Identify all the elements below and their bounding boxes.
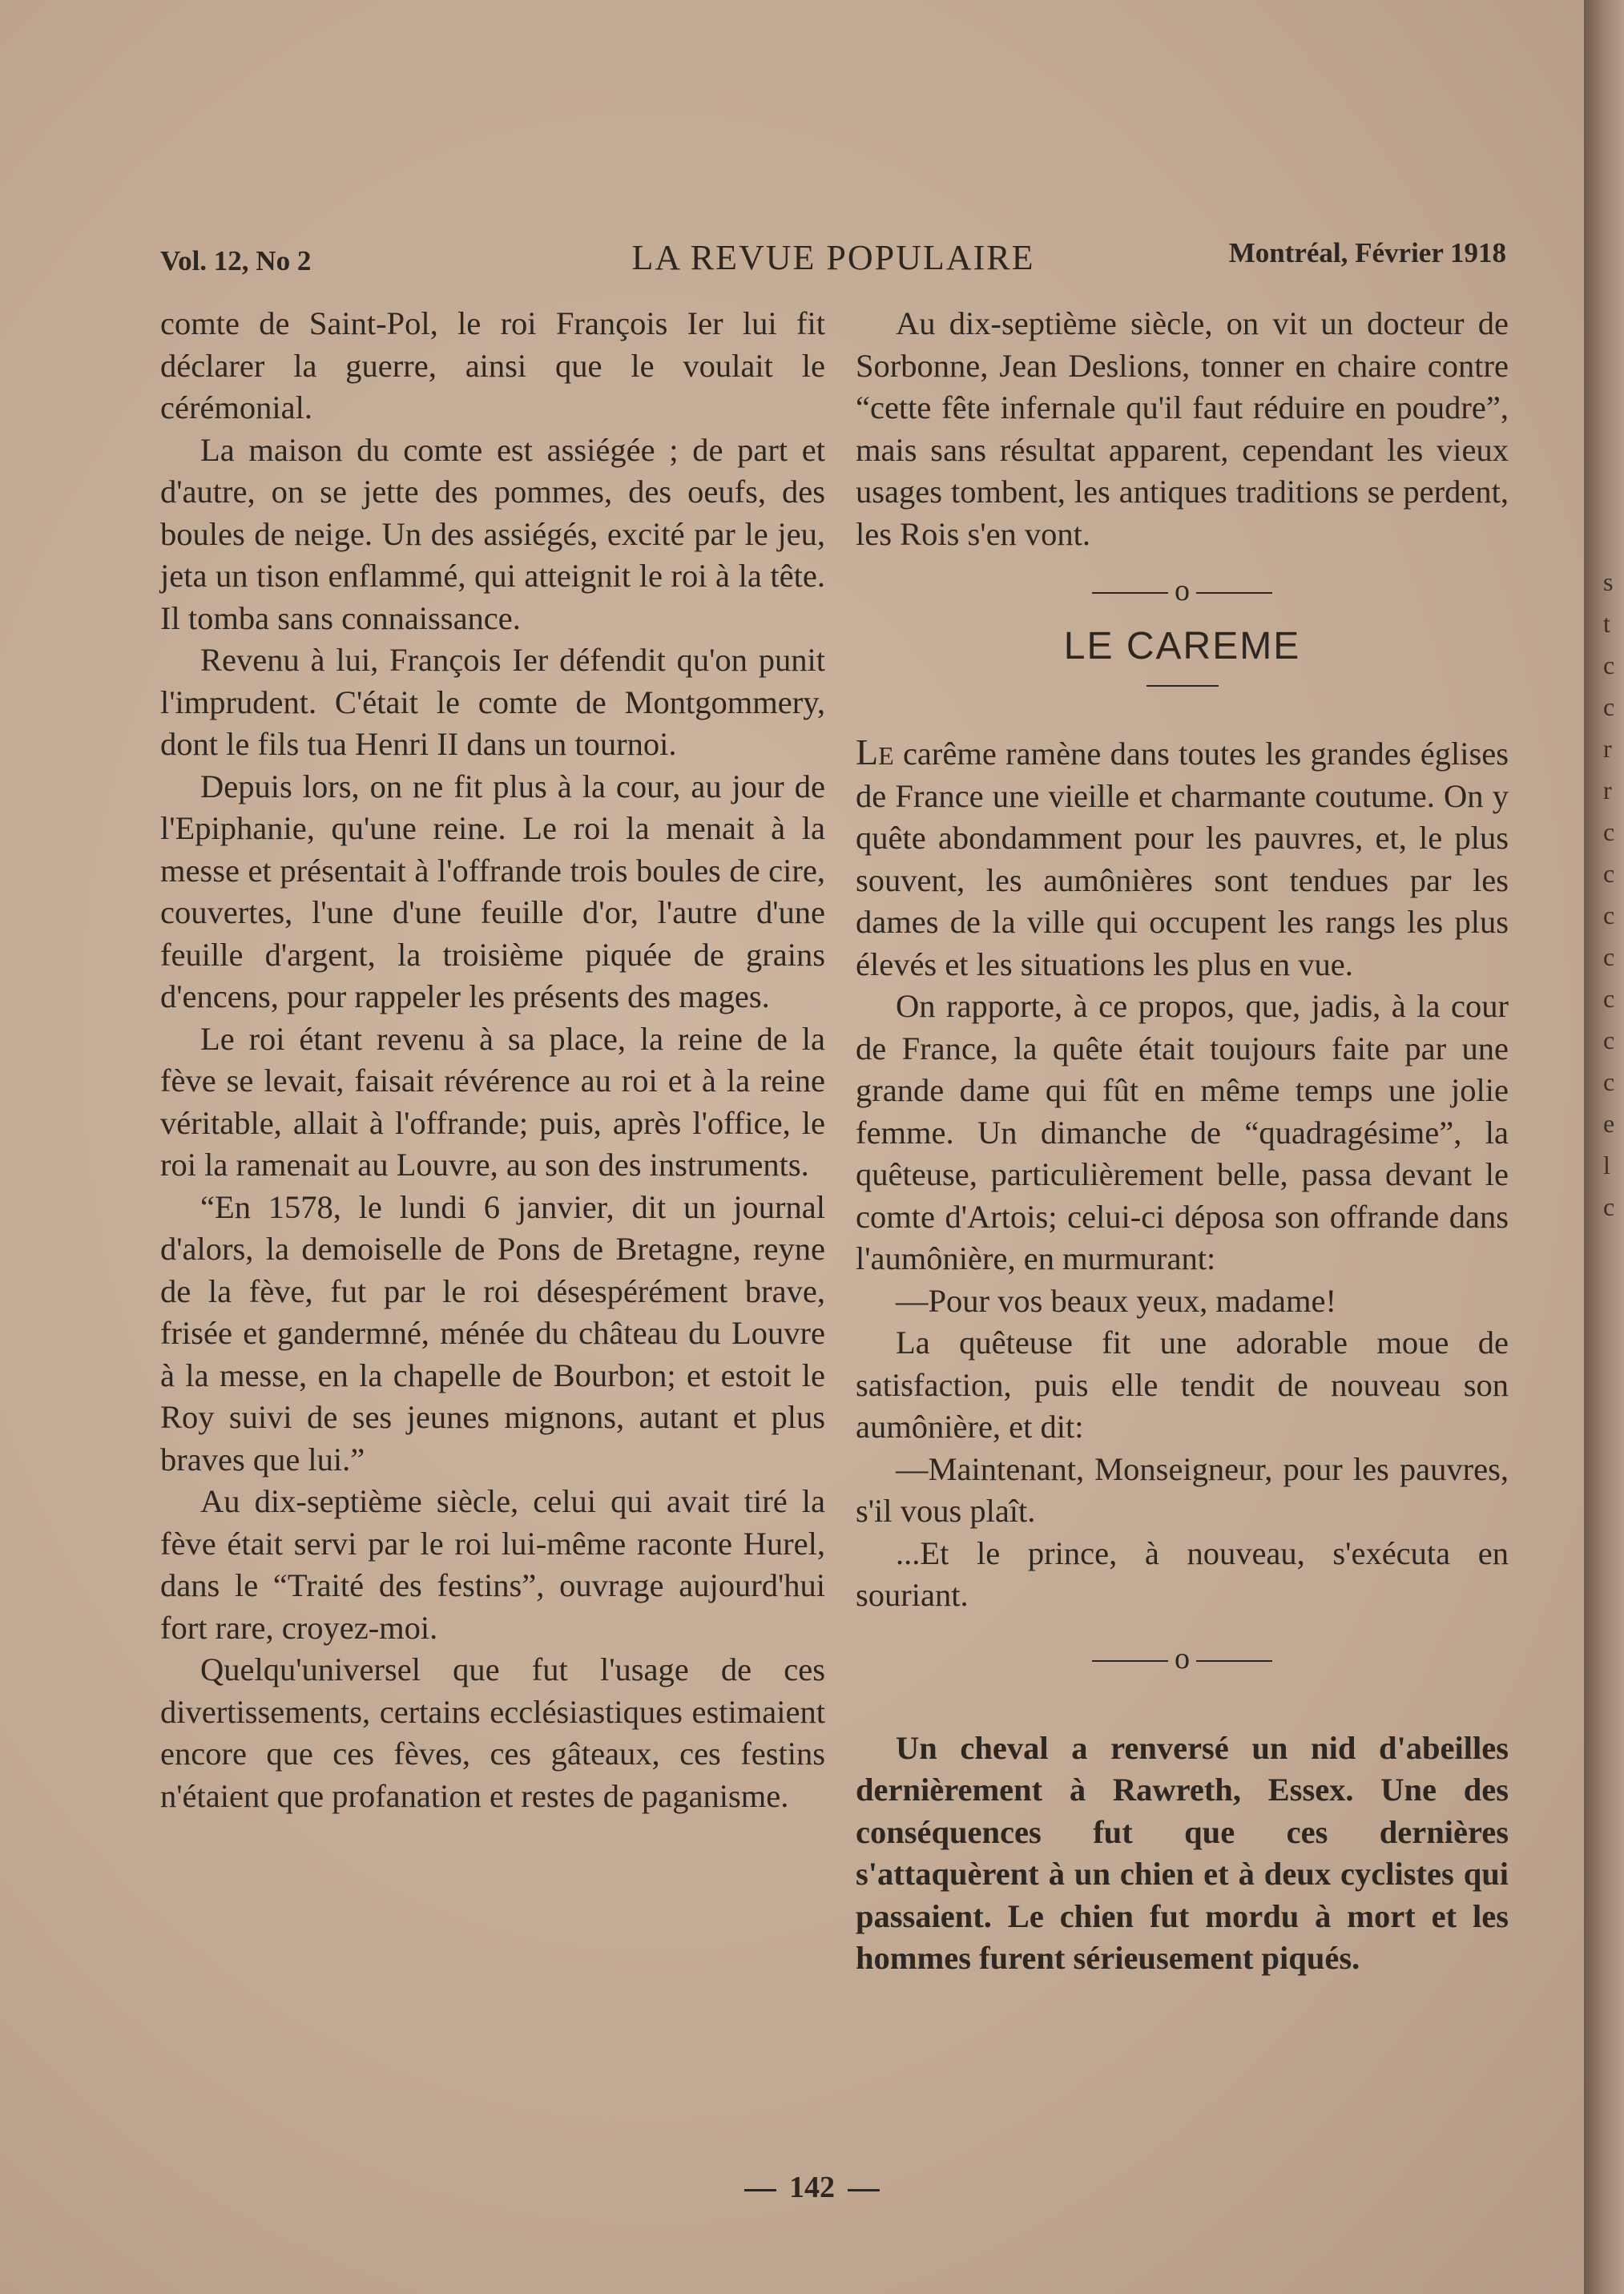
title-rule — [1146, 685, 1219, 687]
volume-number: Vol. 12, No 2 — [160, 245, 312, 276]
fragment-letter: c — [1603, 692, 1615, 721]
paragraph: —Pour vos beaux yeux, madame! — [896, 1282, 1336, 1319]
section-title: LE CAREME — [1063, 625, 1301, 667]
paragraph: “En 1578, le lundi 6 janvier, dit un journal d'alors, la demoiselle de Pons de Bretagne, reyne de la fève, fut par le roi désespérément brave, frisée et gandermné, ménée du château du Louvre à la messe, en la chapelle de Bourbon; et estoit le Roy suivi de ses jeunes mignons, autant et plus braves que lui.” — [160, 1188, 825, 1478]
folio-dash — [744, 2189, 776, 2191]
fragment-letter: c — [1603, 817, 1615, 846]
page-number: 142 — [789, 2171, 835, 2204]
section-separator — [856, 1638, 1509, 1679]
fragment-letter: c — [1603, 1067, 1615, 1096]
fragment-letter: r — [1603, 734, 1612, 763]
separator-rule — [1196, 1660, 1272, 1662]
separator-rule — [1092, 592, 1168, 594]
separator-rule — [1092, 1660, 1168, 1662]
news-paragraph: Un cheval a renversé un nid d'abeilles dernièrement à Rawreth, Essex. Une des conséquences fut que ces dernières s'attaquèrent à un chien et à deux cyclistes qui passaient. Le chien fut mordu à mort et les hommes furent sérieusement piqués. — [856, 1729, 1509, 1976]
right-column — [856, 303, 1509, 1980]
separator-rule — [1196, 592, 1272, 594]
fragment-letter: c — [1603, 942, 1615, 971]
paragraph: Depuis lors, on ne fit plus à la cour, au jour de l'Epiphanie, qu'une reine. Le roi la menait à la messe et présentait à l'offrande trois boules de cire, couvertes, l'une d'une feuille d'or, l'autre d'une feuille d'argent, la troisième piquée de grains d'encens, pour rappeler les présents des mages. — [160, 768, 825, 1014]
paragraph: —Maintenant, Monseigneur, pour les pauvres, s'il vous plaît. — [856, 1450, 1509, 1529]
paragraph-text: carême ramène dans toutes les grandes églises de France une vieille et charmante coutume. On y quête abondamment pour les pauvres, et, le plus souvent, les aumônières sont tendues par les dames de la ville qui occupent les rangs les plus élevés et les situations les plus en vue. — [856, 736, 1509, 982]
paragraph: Revenu à lui, François Ier défendit qu'on punit l'imprudent. C'était le comte de Montgommery, dont le fils tua Henri II dans un tournoi. — [160, 642, 825, 762]
paragraph: La quêteuse fit une adorable moue de satisfaction, puis elle tendit de nouveau son aumônière, et dit: — [856, 1324, 1509, 1445]
paragraph: ...Et le prince, à nouveau, s'exécuta en souriant. — [856, 1534, 1509, 1613]
paragraph: Au dix-septième siècle, on vit un docteur de Sorbonne, Jean Deslions, tonner en chaire contre “cette fête infernale qu'il faut réduire en poudre”, mais sans résultat apparent, cependant les vieux usages tombent, les antiques traditions se perdent, les Rois s'en vont. — [856, 305, 1509, 552]
fragment-letter: c — [1603, 651, 1615, 679]
folio-dash — [848, 2189, 880, 2191]
fragment-letter: r — [1603, 776, 1612, 804]
separator-mark: o — [1175, 574, 1190, 607]
fragment-letter: c — [1603, 1026, 1615, 1054]
fragment-letter: c — [1603, 859, 1615, 888]
separator-mark: o — [1175, 1641, 1190, 1675]
paragraph: comte de Saint-Pol, le roi François Ier lui fit déclarer la guerre, ainsi que le voulait le cérémonial. — [160, 305, 825, 425]
running-header — [160, 237, 1506, 285]
fragment-letter: l — [1603, 1151, 1610, 1179]
left-column — [160, 303, 825, 1817]
paragraph: Au dix-septième siècle, celui qui avait tiré la fève était servi par le roi lui-même raconte Hurel, dans le “Traité des festins”, ouvrage aujourd'hui fort rare, croyez-moi. — [160, 1483, 825, 1646]
fragment-letter: c — [1603, 984, 1615, 1013]
fragment-letter: s — [1603, 567, 1614, 596]
fragment-letter: e — [1603, 1109, 1615, 1138]
dropcap: Le — [856, 732, 894, 772]
page-footer — [0, 2170, 1624, 2205]
paragraph: Le roi étant revenu à sa place, la reine de la fève se levait, faisait révérence au roi et à la reine véritable, allait à l'offrande; puis, après l'office, le roi la ramenait au Louvre, au son des instruments. — [160, 1020, 825, 1183]
place-and-date: Montréal, Février 1918 — [1228, 237, 1506, 268]
fragment-letter: c — [1603, 1192, 1615, 1221]
publication-title: LA REVUE POPULAIRE — [631, 238, 1035, 277]
paragraph: La maison du comte est assiégée ; de part et d'autre, on se jette des pommes, des oeufs, des boules de neige. Un des assiégés, excité par le jeu, jeta un tison enflammé, qui atteignit le roi à la tête. Il tomba sans connaissance. — [160, 431, 825, 636]
fragment-letter: c — [1603, 901, 1615, 929]
paragraph: On rapporte, à ce propos, que, jadis, à la cour de France, la quête était toujours faite par une grande dame qui fût en même temps une jolie femme. Un dimanche de “quadragésime”, la quêteuse, particulièrement belle, passa devant le comte d'Artois; celui-ci déposa son offrande dans l'aumônière, en murmurant: — [856, 988, 1509, 1276]
paragraph: Quelqu'universel que fut l'usage de ces divertissements, certains ecclésiastiques estimaient encore que ces fèves, ces gâteaux, ces festins n'étaient que profanation et restes de paganisme. — [160, 1651, 825, 1814]
adjacent-page-fragment — [1603, 561, 1621, 1228]
fragment-letter: t — [1603, 609, 1610, 638]
first-paragraph — [856, 732, 1509, 986]
section-separator — [856, 570, 1509, 611]
